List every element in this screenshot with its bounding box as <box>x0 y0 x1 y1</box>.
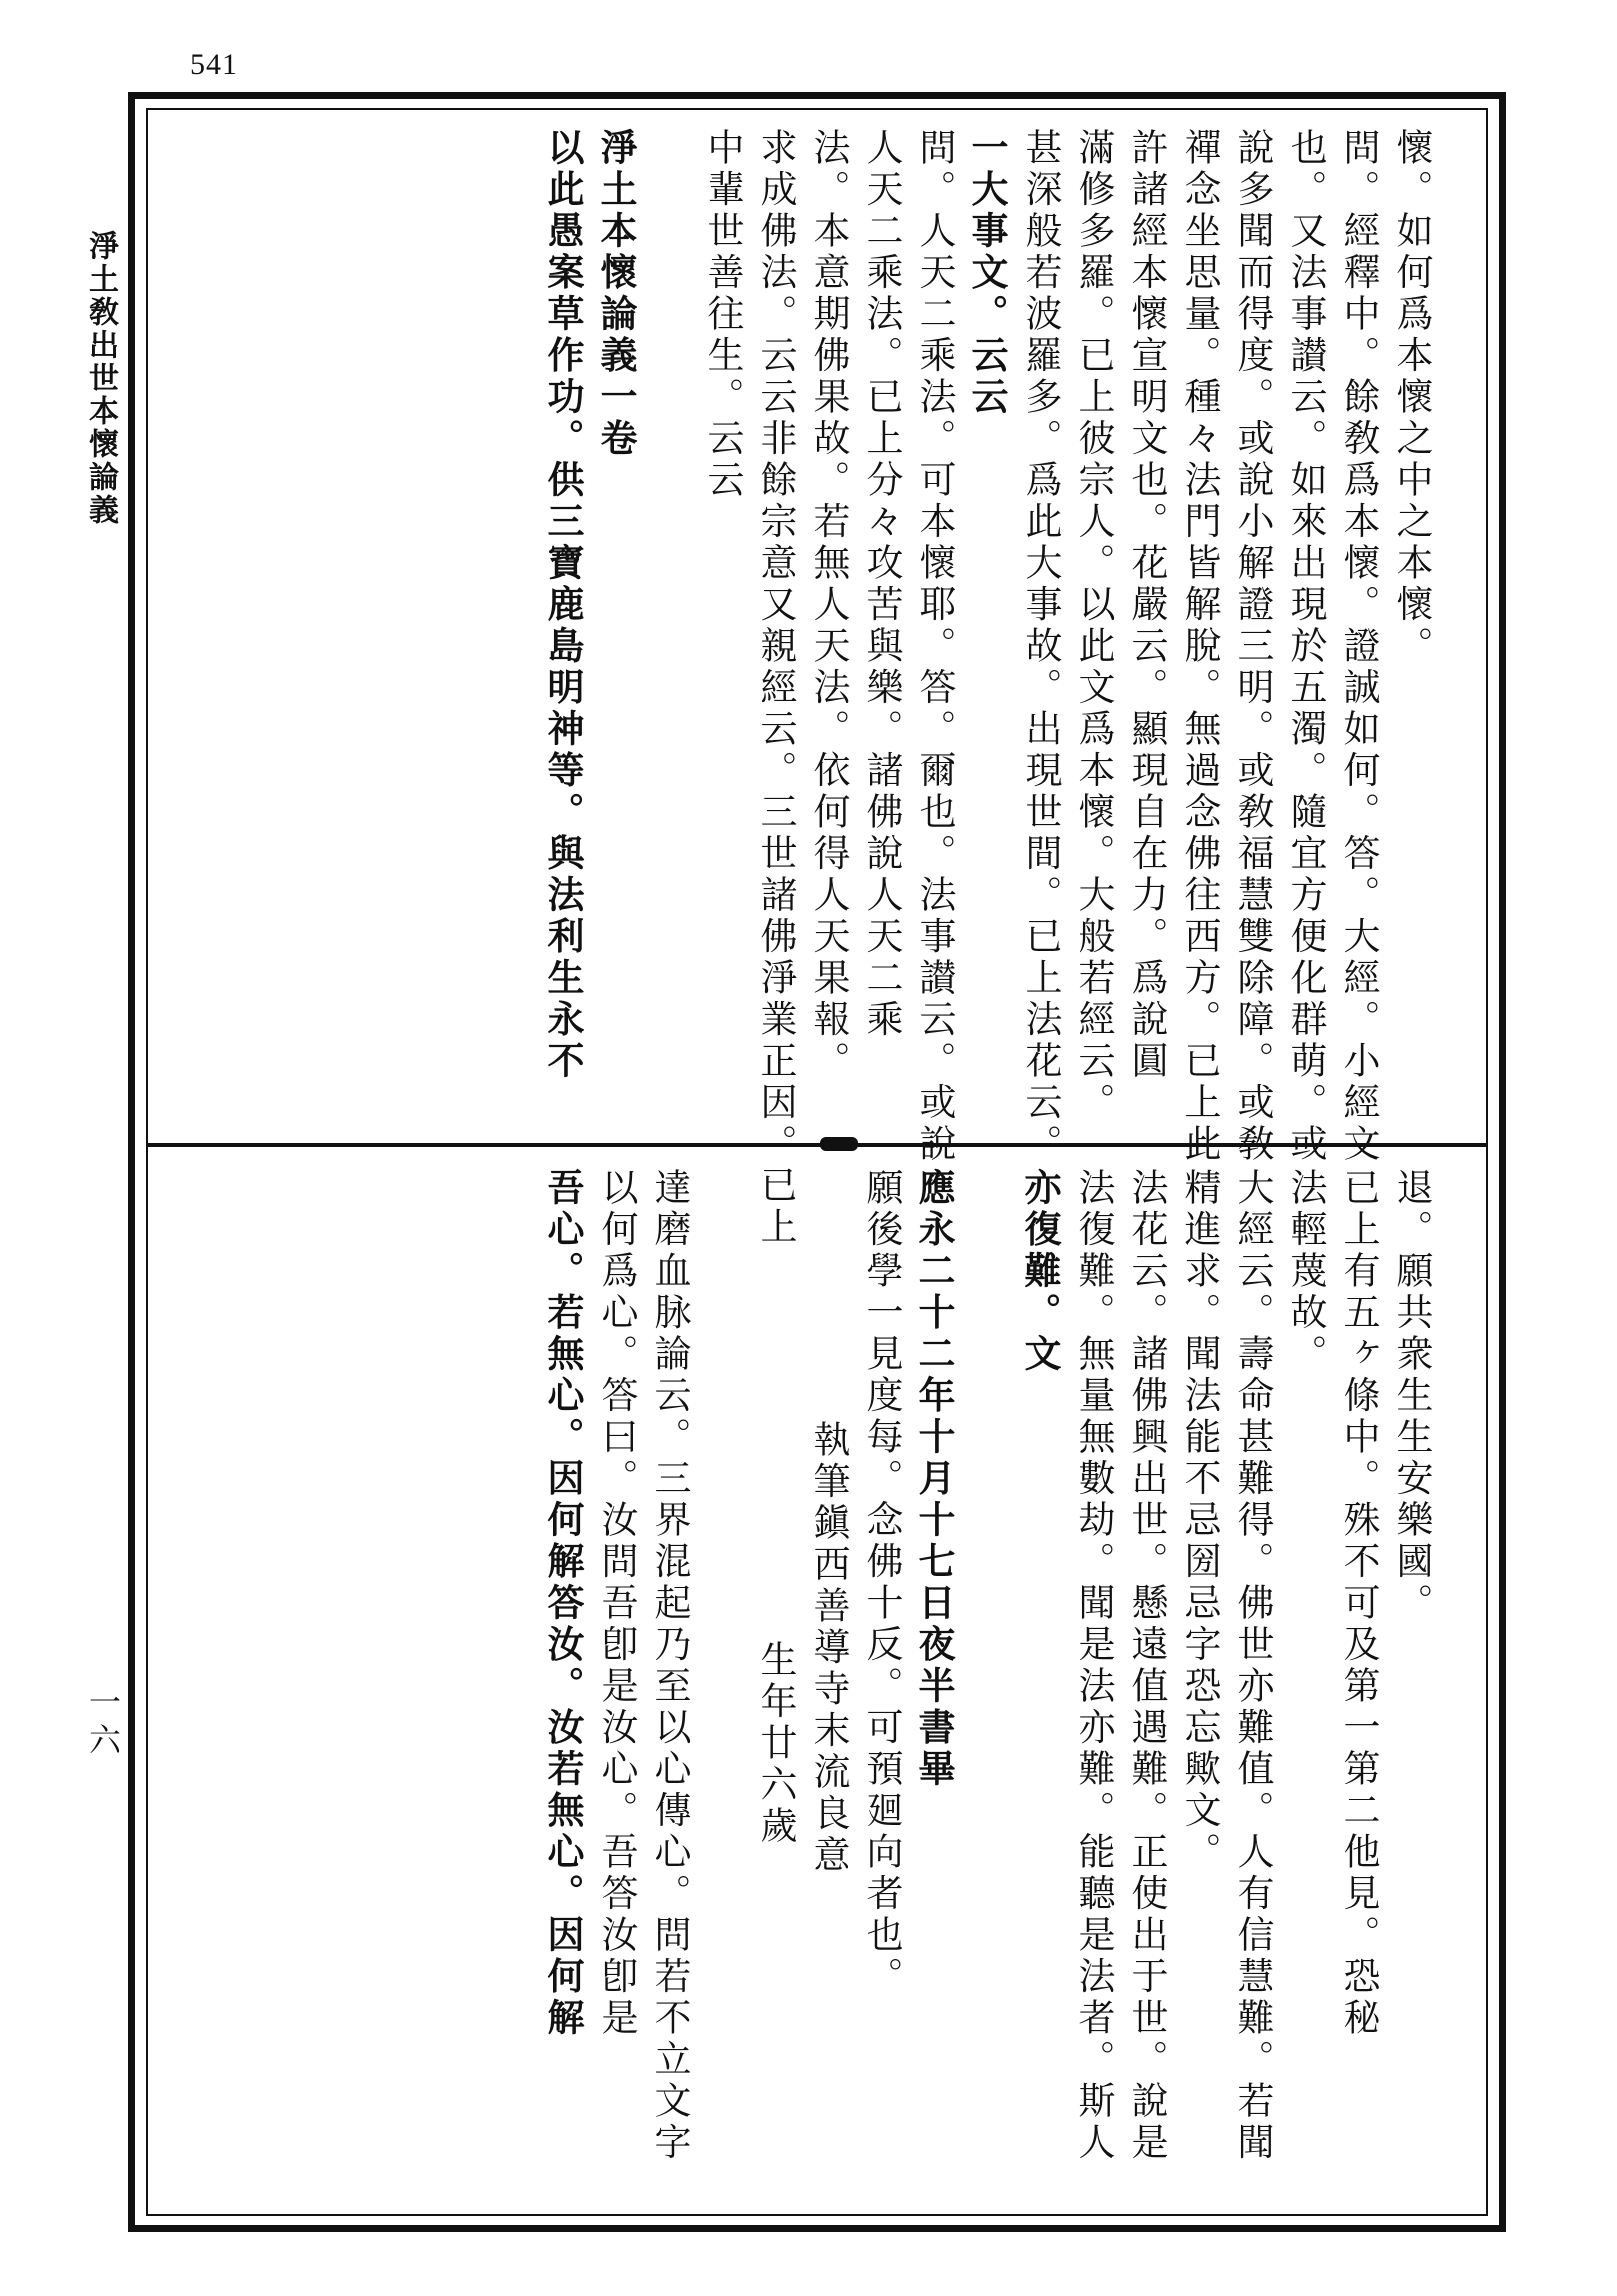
upper-column-11: 人天二乘法。已上分々攻苦與樂。諸佛說人天二乘 <box>860 128 903 1041</box>
lower-column-11: 願後學一見度每。念佛十反。可預廻向者也。 <box>860 1168 903 1998</box>
upper-column-14: 中輩世善往生。云云 <box>701 128 744 502</box>
upper-column-4: 說多聞而得度。或說小解證三明。或敎福慧雙除障。或敎 <box>1231 128 1274 1166</box>
lower-column-3: 法輕蔑故。 <box>1284 1168 1327 1376</box>
upper-column-2: 問。經釋中。餘敎爲本懷。證誠如何。答。大經。小經文 <box>1337 128 1380 1166</box>
lower-column-13: 生年廿六歲 <box>754 1640 797 1848</box>
lower-column-5: 精進求。聞法能不忌圀忌字恐忘歟文。 <box>1178 1168 1221 1874</box>
lower-column-10: 應永二十二年十月十七日夜半書畢 <box>912 1168 956 1791</box>
page-number: 541 <box>190 48 238 81</box>
lower-column-17: 吾心。若無心。因何解答汝。汝若無心。因何解 <box>541 1168 585 2040</box>
lower-column-7: 法復難。無量無數劫。聞是法亦難。能聽是法者。斯人 <box>1072 1168 1115 2164</box>
upper-column-3: 也。又法事讃云。如來出現於五濁。隨宜方便化群萌。或 <box>1284 128 1327 1166</box>
lower-column-15: 達磨血脉論云。三界混起乃至以心傳心。問若不立文字 <box>648 1168 691 2164</box>
lower-column-16: 以何爲心。答曰。汝問吾卽是汝心。吾答汝卽是 <box>595 1168 638 2040</box>
upper-column-9: 一大事文。云云 <box>965 128 1009 419</box>
lower-column-4: 大經云。壽命甚難得。佛世亦難值。人有信慧難。若聞 <box>1231 1168 1274 2164</box>
upper-column-12: 法。本意期佛果故。若無人天法。依何得人天果報。 <box>807 128 850 1083</box>
upper-column-5: 禪念坐思量。種々法門皆解脫。無過念佛往西方。已上此 <box>1178 128 1221 1166</box>
upper-column-8: 甚深般若波羅多。爲此大事故。出現世間。已上法花云。 <box>1019 128 1062 1166</box>
upper-column-6: 許諸經本懷宣明文也。花嚴云。顯現自在力。爲說圓 <box>1125 128 1168 1083</box>
upper-column-17: 以此愚案草作功。供三寶鹿島明神等。與法利生永不 <box>541 128 585 1083</box>
upper-column-13: 求成佛法。云云非餘宗意又親經云。三世諸佛淨業正因。已上 <box>754 128 797 1249</box>
lower-column-8: 亦復難。文 <box>1018 1168 1062 1376</box>
folio-number: 一六 <box>84 1685 122 1761</box>
running-title: 淨土敎出世本懷論義 <box>83 230 118 527</box>
upper-column-16: 淨土本懷論義一卷 <box>594 128 638 460</box>
lower-column-1: 退。願共衆生生安樂國。 <box>1390 1168 1433 1625</box>
upper-column-1: 懷。如何爲本懷之中之本懷。 <box>1390 128 1433 668</box>
upper-column-10: 問。人天二乘法。可本懷耶。答。爾也。法事讃云。或說 <box>913 128 956 1166</box>
lower-column-2: 已上有五ヶ條中。殊不可及第一第二他見。恐秘 <box>1337 1168 1380 2040</box>
divider-ornament <box>820 1137 858 1151</box>
lower-column-6: 法花云。諸佛興出世。懸遠值遇難。正使出于世。說是 <box>1125 1168 1168 2164</box>
upper-column-7: 滿修多羅。已上彼宗人。以此文爲本懷。大般若經云。 <box>1072 128 1115 1124</box>
lower-column-12: 執筆鎭西善導寺末流良意 <box>807 1420 850 1877</box>
